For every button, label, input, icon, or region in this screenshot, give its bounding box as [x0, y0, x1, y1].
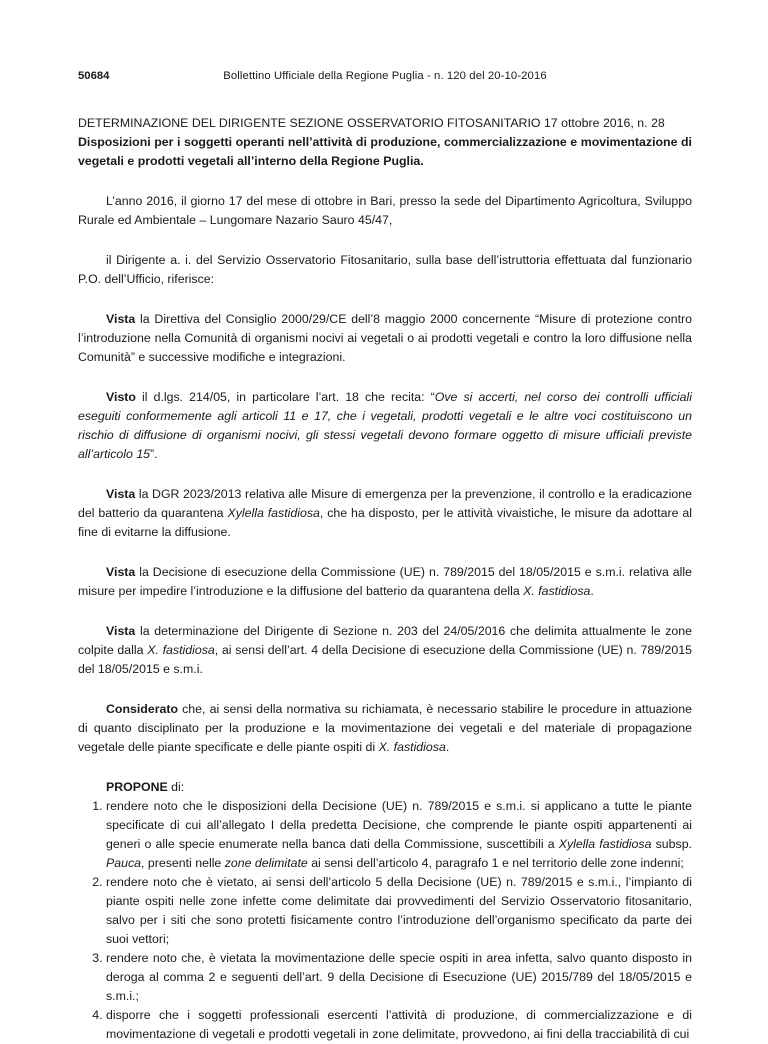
species-name: Xylella fastidiosa	[558, 837, 652, 851]
intro-paragraph-2: il Dirigente a. i. del Servizio Osservatorio Fitosanitario, sulla base dell’istruttoria effettuata dal funzionario P.O. dell’Ufficio, riferisce:	[78, 253, 692, 286]
species-name: X. fastidiosa	[378, 740, 446, 754]
document-body	[78, 114, 692, 1044]
species-name: X. fastidiosa	[523, 584, 591, 598]
list-item	[106, 873, 692, 949]
paragraph-lead: Vista	[106, 565, 136, 579]
propone-heading	[78, 778, 692, 797]
list-item-text: rendere noto che, è vietata la movimentazione delle specie ospiti in area infetta, salvo quanto disposto in deroga al comma 2 e seguenti dell’art. 9 della Decisione di Esecuzione (UE) 2015/789 del 18/05/2015 e s.m.i.;	[106, 951, 692, 1003]
bulletin-title: Bollettino Ufficiale della Regione Puglia - n. 120 del 20-10-2016	[223, 70, 547, 82]
list-item	[106, 949, 692, 1006]
paragraph-text: , ai sensi dell’art. 4 della Decisione di esecuzione della Commissione (UE) n. 789/2015 del 18/05/2015 e s.m.i.	[78, 643, 693, 676]
intro-paragraph-1: L’anno 2016, il giorno 17 del mese di ottobre in Bari, presso la sede del Dipartimento Agricoltura, Sviluppo Rurale ed Ambientale – Lungomare Nazario Sauro 45/47,	[78, 194, 692, 227]
paragraph-text: la Decisione di esecuzione della Commissione (UE) n. 789/2015 del 18/05/2015 e s.m.i. relativa alle misure per impedire l’introduzione e la diffusione del batterio da quarantena della	[78, 565, 692, 598]
paragraph-lead: Vista	[106, 624, 136, 638]
subspecies-name: Pauca	[106, 856, 142, 870]
paragraph-considerato	[78, 700, 692, 757]
paragraph-quote: Ove si accerti, nel corso dei controlli ufficiali eseguiti conformemente agli articoli 11 e 17, che i vegetali, prodotti vegetali e le altre voci costituiscono un rischio di diffusione di organismi nocivi, gli stessi vegetali devono formare oggetto di misure ufficiali previste all’articolo 15	[78, 390, 692, 461]
determination-subject: Disposizioni per i soggetti operanti nell’attività di produzione, commercializzazione e movimentazione di vegetali e prodotti vegetali all’interno della Regione Puglia.	[78, 135, 692, 168]
paragraph-vista-determinazione	[78, 622, 692, 679]
paragraph-vista-decisione	[78, 563, 692, 601]
list-item-text: rendere noto che le disposizioni della Decisione (UE) n. 789/2015 e s.m.i. si applicano a tutte le piante specificate di cui all’allegato I della predetta Decisione, che comprende le piante ospiti appartenenti ai generi o alle specie enumerate nella banca dati della Commissione, suscettibili a	[106, 799, 692, 851]
paragraph-vista-dgr	[78, 485, 692, 542]
paragraph-lead: Considerato	[106, 702, 179, 716]
determination-title: DETERMINAZIONE DEL DIRIGENTE SEZIONE OSSERVATORIO FITOSANITARIO 17 ottobre 2016, n. 28	[78, 116, 665, 130]
paragraph-text: la determinazione del Dirigente di Sezione n. 203 del 24/05/2016 che delimita attualmente le zone colpite dalla	[78, 624, 692, 657]
paragraph-text: .	[445, 740, 450, 754]
paragraph-text: .	[590, 584, 594, 598]
page-header	[78, 68, 692, 84]
species-name: X. fastidiosa	[147, 643, 215, 657]
list-item-text: ai sensi dell’articolo 4, paragrafo 1 e nel territorio delle zone indenni;	[307, 856, 684, 870]
paragraph-text: la DGR 2023/2013 relativa alle Misure di emergenza per la prevenzione, il controllo e la eradicazione del batterio da quarantena	[78, 487, 692, 520]
proposal-list	[78, 797, 692, 1044]
emphasis-text: zone delimitate	[224, 856, 308, 870]
paragraph-vista-direttiva	[78, 310, 692, 367]
propone-suffix: di:	[167, 780, 185, 794]
propone-lead: PROPONE	[106, 780, 168, 794]
page-number: 50684	[78, 70, 110, 82]
paragraph-text: il d.lgs. 214/05, in particolare l’art. 18 che recita: “	[135, 390, 435, 404]
list-item	[106, 797, 692, 873]
page	[78, 68, 692, 1044]
paragraph-visto-dlgs	[78, 388, 692, 464]
paragraph-lead: Visto	[106, 390, 136, 404]
list-item-text: disporre che i soggetti professionali esercenti l’attività di produzione, di commercializzazione e di movimentazione di vegetali e prodotti vegetali in zone delimitate, provvedono, ai fini della tracciabilità di cui	[106, 1008, 692, 1041]
paragraph-text: la Direttiva del Consiglio 2000/29/CE dell’8 maggio 2000 concernente “Misure di protezione contro l’introduzione nella Comunità di organismi nocivi ai vegetali o ai prodotti vegetali e contro la loro diffusione nella Comunità” e successive modifiche e integrazioni.	[78, 312, 692, 364]
paragraph-text: che, ai sensi della normativa su richiamata, è necessario stabilire le procedure in attuazione di quanto disciplinato per la produzione e la movimentazione dei vegetali e del materiale di propagazione vegetale delle piante specificate e delle piante ospiti di	[78, 702, 692, 754]
paragraph-lead: Vista	[106, 487, 136, 501]
list-item	[106, 1006, 692, 1044]
paragraph-lead: Vista	[106, 312, 136, 326]
list-item-text: subsp.	[651, 837, 692, 851]
species-name: Xylella fastidiosa	[227, 506, 320, 520]
paragraph-text: , che ha disposto, per le attività vivaistiche, le misure da adottare al fine di evitarne la diffusione.	[78, 506, 692, 539]
list-item-text: rendere noto che è vietato, ai sensi dell’articolo 5 della Decisione (UE) n. 789/2015 e s.m.i., l’impianto di piante ospiti nelle zone infette come delimitate dai provvedimenti del Servizio Osservatorio fitosanitario, salvo per i siti che sono protetti fisicamente contro l’introduzione dell’organismo specificato da parte dei suoi vettori;	[106, 875, 692, 946]
list-item-text: , presenti nelle	[141, 856, 225, 870]
paragraph-text: ”.	[150, 447, 158, 461]
